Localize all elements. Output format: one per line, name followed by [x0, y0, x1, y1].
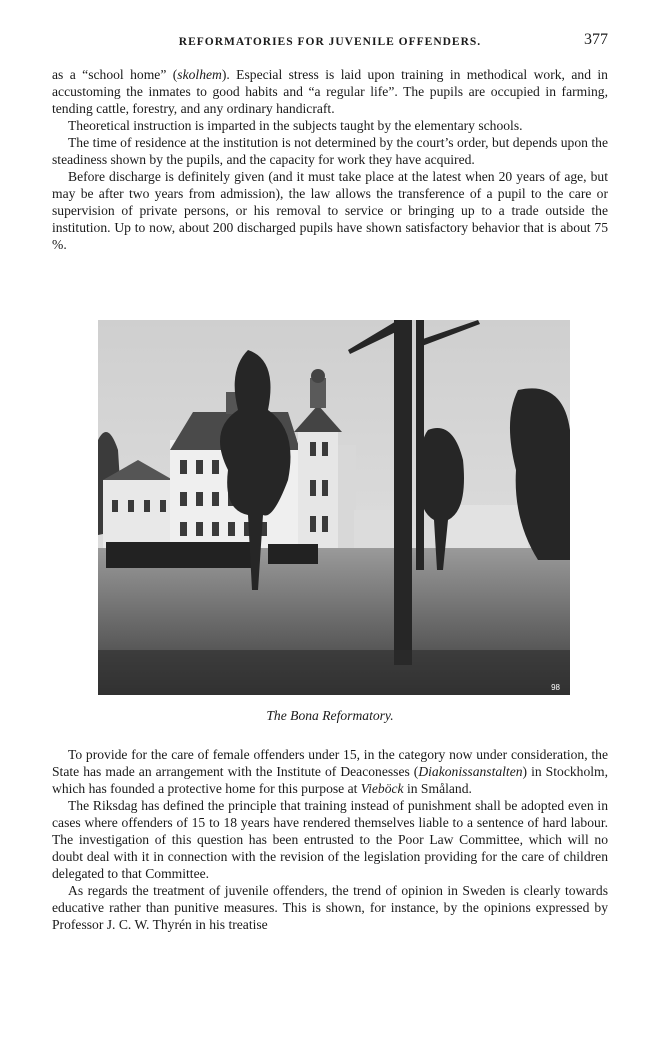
paragraph — [52, 66, 608, 117]
text-segment: Before discharge is definitely given (and it must take place at the latest when 20 years of age, but may be after two years from admission), the law allows the transference of a pupil to the care or supervision of private persons, or his removal to service or bringing up to a trade outside the institution. Up to now, about 200 discharged pupils have shown satisfactory behavior that is about 75 %. — [52, 169, 608, 252]
italic-term: skolhem — [177, 67, 222, 82]
text-segment: The time of residence at the institution is not determined by the court’s order, but depends upon the steadiness shown by the pupils, and the capacity for work they have acquired. — [52, 135, 608, 167]
page-number: 377 — [584, 31, 608, 48]
text-segment: ) in Stockholm, which has founded a protective home for this purpose at — [52, 764, 608, 796]
paragraph — [52, 797, 608, 882]
body-text-top — [52, 66, 608, 253]
page-header — [52, 30, 608, 54]
figure-caption: The Bona Reformatory. — [266, 708, 394, 723]
italic-term: Diakonissanstalten — [418, 764, 523, 779]
running-title: REFORMATORIES FOR JUVENILE OFFENDERS. — [178, 36, 482, 48]
italic-term: Vieböck — [360, 781, 404, 796]
paragraph — [52, 168, 608, 253]
text-segment: ). Especial stress is laid upon training in methodical work, and in accustoming the inmates to good habits and “a regular life”. The pupils are occupied in farming, tending cattle, forestry, and any ordinary handicraft. — [52, 67, 608, 116]
paragraph — [52, 746, 608, 797]
text-segment: As regards the treatment of juvenile offenders, the trend of opinion in Sweden is clearly towards educative rather than punitive measures. This is shown, for instance, by the opinions expressed by Professor J. C. W. Thyrén in his treatise — [52, 883, 608, 932]
paragraph — [52, 117, 608, 134]
text-segment: To provide for the care of female offenders under 15, in the category now under consideration, the State has made an arrangement with the Institute of Deaconesses ( — [52, 747, 608, 779]
text-segment: Theoretical instruction is imparted in the subjects taught by the elementary schools. — [68, 118, 523, 133]
text-segment: in Småland. — [403, 781, 472, 796]
text-segment: as a “school home” ( — [52, 67, 178, 82]
reformatory-photograph — [98, 320, 570, 695]
paragraph — [52, 134, 608, 168]
paragraph — [52, 882, 608, 933]
text-segment: The Riksdag has defined the principle that training instead of punishment shall be adopted even in cases where offenders of 15 to 18 years have rendered themselves liable to a sentence of hard labour. The investigation of this question has been entrusted to the Poor Law Committee, which will no doubt deal with it in connection with the revision of the legislation providing for the care of children delegated to that Committee. — [52, 798, 608, 881]
plate-number: 98 — [551, 683, 560, 692]
body-text-bottom — [52, 746, 608, 933]
